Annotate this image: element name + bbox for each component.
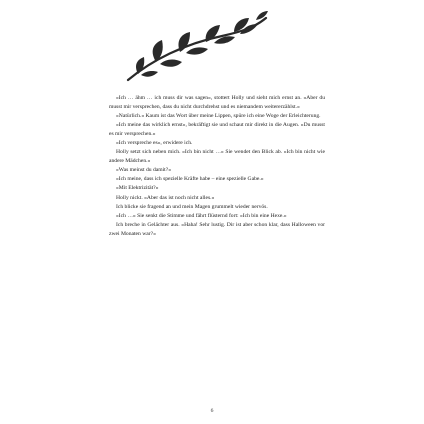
page-number: 6 <box>210 408 214 414</box>
paragraph: »Ich …« Sie senkt die Stimme und fährt flüsternd fort: »Ich bin eine Hexe.« <box>116 212 287 219</box>
paragraph: »Ich meine, dass ich spezielle Kräfte habe – eine spezielle Gabe.« <box>116 176 264 183</box>
paragraph: »Was meinst du damit?« <box>116 167 172 174</box>
paragraph: »Ich … ähm … ich muss dir was sagen«, stottert Holly und sieht mich ernst an. »Aber du musst mir versprechen, dass du nicht durchdrehst und es niemandem weitererzählst.« <box>109 95 325 111</box>
branch-ornament-icon <box>122 8 270 86</box>
paragraph: »Natürlich.« Kaum ist das Wort über meine Lippen, spüre ich eine Woge der Erleichterung. <box>116 113 321 120</box>
paragraph: Holly nickt. »Aber das ist noch nicht alles.« <box>116 194 215 201</box>
paragraph: »Mit Elektrizität?« <box>116 185 159 192</box>
paragraph: Ich blicke sie fragend an und mein Magen grummelt wieder nervös. <box>116 203 268 210</box>
paragraph: Ich breche in Gelächter aus. »Haha! Sehr lustig. Dir ist aber schon klar, dass Halloween vor zwei Monaten war?« <box>109 221 325 237</box>
paragraph: »Ich verspreche es«, erwidere ich. <box>116 140 193 147</box>
body-text <box>109 94 325 239</box>
paragraph: »Ich meine das wirklich ernst«, bekräftigt sie und schaut mir direkt in die Augen. »Du musst es mir versprechen.« <box>109 122 325 138</box>
paragraph: Holly setzt sich neben mich. »Ich bin nicht …« Sie wendet den Blick ab. »Ich bin nicht wie andere Mädchen.« <box>109 149 325 165</box>
